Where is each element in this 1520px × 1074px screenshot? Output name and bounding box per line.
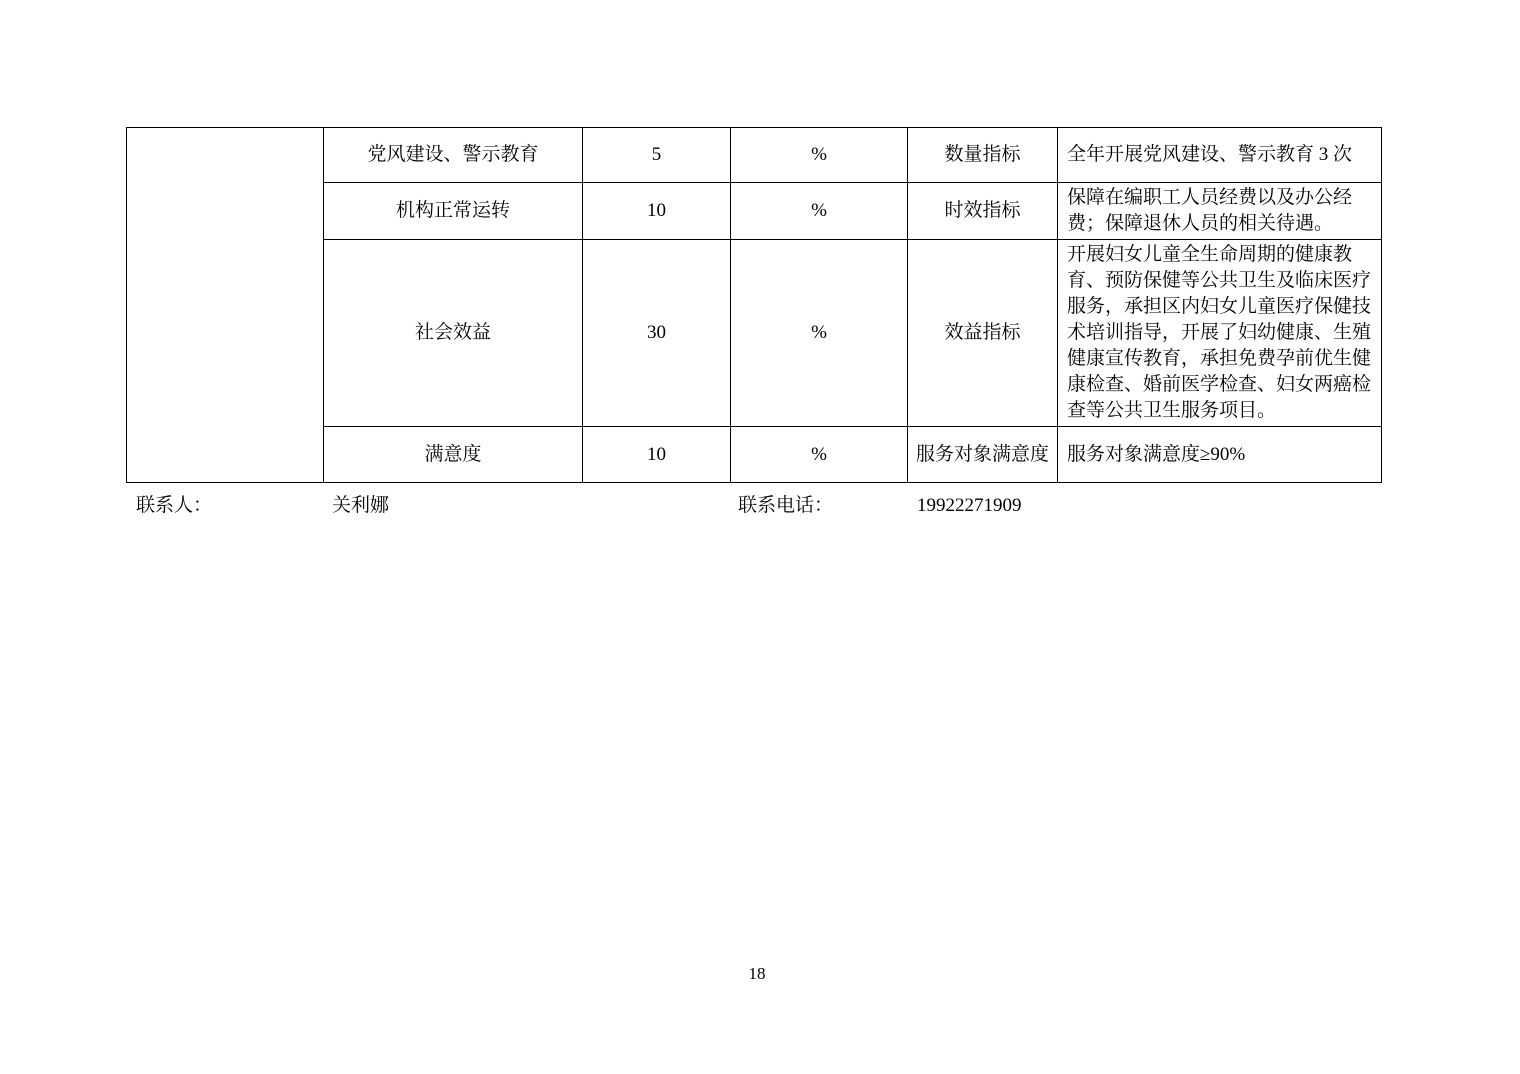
table-row: [127, 128, 1382, 183]
contact-person-name: 关利娜: [332, 495, 390, 516]
indicator-unit-cell: %: [731, 128, 908, 183]
indicator-name-cell: 社会效益: [324, 240, 583, 427]
performance-indicator-table: [126, 127, 1382, 483]
indicator-type-cell: 效益指标: [908, 240, 1058, 427]
indicator-weight-cell: 5: [583, 128, 731, 183]
indicator-name-cell: 满意度: [324, 427, 583, 483]
indicator-unit-cell: %: [731, 240, 908, 427]
indicator-type-cell: 时效指标: [908, 183, 1058, 240]
indicator-type-cell: 数量指标: [908, 128, 1058, 183]
indicator-name-cell: 机构正常运转: [324, 183, 583, 240]
indicator-unit-cell: %: [731, 427, 908, 483]
indicator-type-cell: 服务对象满意度: [908, 427, 1058, 483]
page-number: 18: [748, 964, 766, 983]
indicator-unit-cell: %: [731, 183, 908, 240]
contact-person-label: 联系人：: [136, 495, 213, 516]
indicator-target-cell: 开展妇女儿童全生命周期的健康教育、预防保健等公共卫生及临床医疗服务，承担区内妇女儿童医疗保健技术培训指导，开展了妇幼健康、生殖健康宣传教育，承担免费孕前优生健康检查、婚前医学检查、妇女两癌检查等公共卫生服务项目。: [1058, 240, 1382, 427]
indicator-weight-cell: 30: [583, 240, 731, 427]
indicator-weight-cell: 10: [583, 183, 731, 240]
indicator-name-cell: 党风建设、警示教育: [324, 128, 583, 183]
merged-empty-cell: [127, 128, 324, 483]
contact-phone-label: 联系电话：: [738, 495, 834, 516]
indicator-target-cell: 全年开展党风建设、警示教育 3 次: [1058, 128, 1382, 183]
indicator-target-cell: 保障在编职工人员经费以及办公经费；保障退休人员的相关待遇。: [1058, 183, 1382, 240]
contact-phone-number: 19922271909: [917, 495, 1022, 516]
indicator-weight-cell: 10: [583, 427, 731, 483]
indicator-target-cell: 服务对象满意度≥90%: [1058, 427, 1382, 483]
